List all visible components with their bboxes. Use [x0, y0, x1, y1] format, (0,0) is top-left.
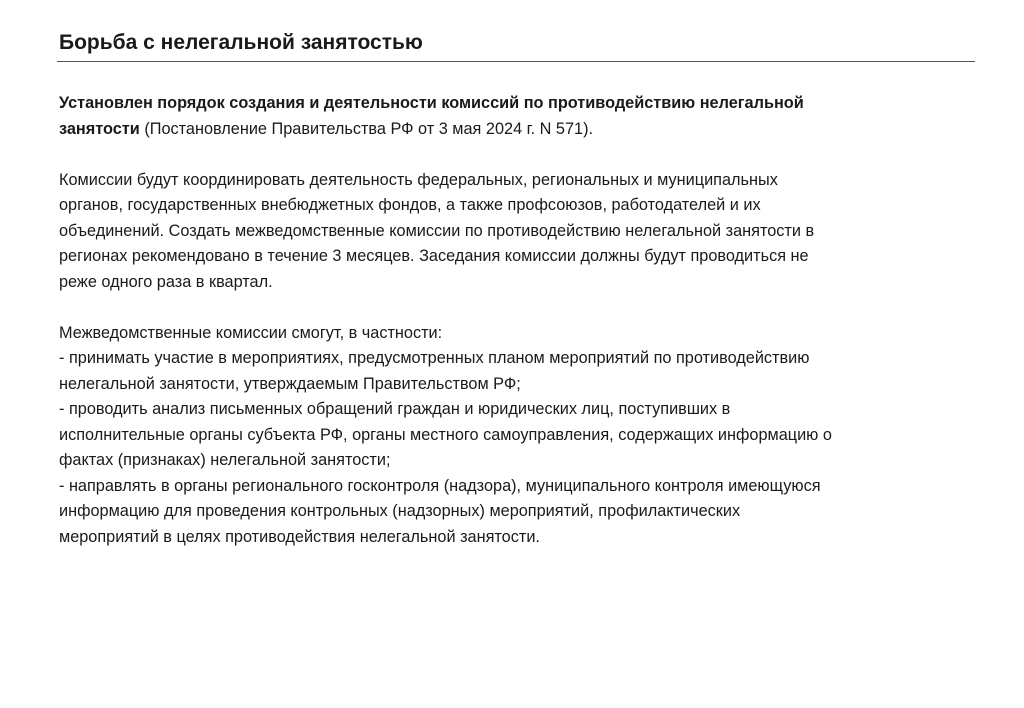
powers-list-item-line: - проводить анализ письменных обращений граждан и юридических лиц, поступивших в	[59, 400, 731, 418]
paragraph2-line: реже одного раза в квартал.	[59, 272, 273, 291]
powers-list-item-line: фактах (признаках) нелегальной занятости;	[59, 451, 391, 469]
intro-bold-line-1: Установлен порядок создания и деятельности комиссий по противодействию нелегальной	[59, 94, 804, 112]
paragraph2-line: регионах рекомендовано в течение 3 месяцев. Заседания комиссии должны будут проводиться не	[59, 247, 809, 265]
powers-list-item-line: информацию для проведения контрольных (надзорных) мероприятий, профилактических	[59, 502, 741, 520]
powers-list-item-line: мероприятий в целях противодействия нелегальной занятости.	[59, 527, 540, 546]
slide-title: Борьба с нелегальной занятостью	[59, 31, 423, 54]
intro-line-2	[59, 117, 979, 143]
coordination-paragraph	[59, 168, 979, 296]
paragraph2-line: органов, государственных внебюджетных фондов, а также профсоюзов, работодателей и их	[59, 196, 761, 214]
paragraph2-line: объединений. Создать межведомственные комиссии по противодействию нелегальной занятости в	[59, 221, 815, 240]
paragraph2-line: Комиссии будут координировать деятельность федеральных, региональных и муниципальных	[59, 170, 778, 189]
powers-intro-line: Межведомственные комиссии смогут, в частности:	[59, 323, 443, 342]
intro-bold-line-2: занятости	[59, 119, 140, 138]
slide-body	[59, 91, 979, 576]
powers-paragraph	[59, 321, 979, 551]
powers-list-item-line: - принимать участие в мероприятиях, предусмотренных планом мероприятий по противодействию	[59, 349, 810, 367]
powers-list-item-line: нелегальной занятости, утверждаемым Правительством РФ;	[59, 374, 521, 393]
powers-list-item-line: исполнительные органы субъекта РФ, органы местного самоуправления, содержащих информацию о	[59, 425, 832, 444]
intro-paragraph	[59, 91, 979, 142]
intro-reference: (Постановление Правительства РФ от 3 мая 2024 г. N 571).	[139, 119, 594, 138]
powers-list-item-line: - направлять в органы регионального госконтроля (надзора), муниципального контроля имеющуюся	[59, 476, 821, 495]
title-divider	[57, 61, 975, 62]
